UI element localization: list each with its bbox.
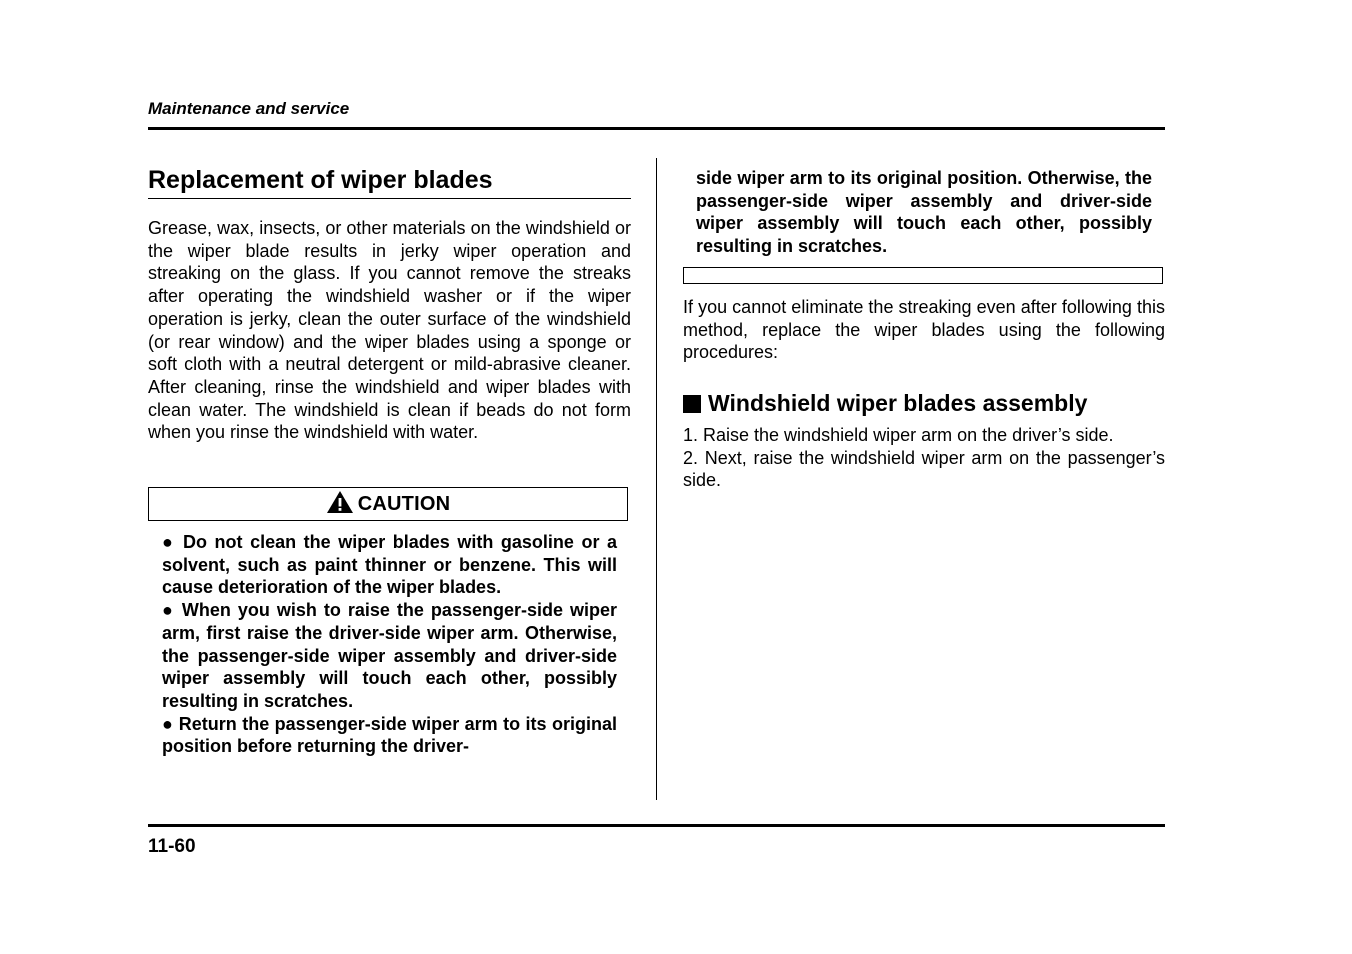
caution-continuation: side wiper arm to its original position. Otherwise, the passenger-side wiper assembly and driver-side wiper assembly will touch each other, possibly resulting in scratches. [696,168,1152,257]
caution-end-box [683,267,1163,284]
black-square-icon [683,395,701,413]
caution-item: ● When you wish to raise the passenger-side wiper arm, first raise the driver-side wiper arm. Otherwise, the passenger-side wiper assembly and driver-side wiper assembly will touch each other, possibly resulting in scratches. [162,600,618,711]
caution-list [162,531,617,758]
caution-item: ● Return the passenger-side wiper arm to its original position before returning the driver- [162,713,618,757]
procedure-steps [683,424,1165,492]
column-divider [656,158,657,800]
header-rule [148,127,1165,130]
intro-paragraph: Grease, wax, insects, or other materials on the windshield or the wiper blade results in jerky wiper operation and streaking on the glass. If you cannot remove the streaks after operating the windshield washer or if the wiper operation is jerky, clean the outer surface of the windshield (or rear window) and the wiper blades using a sponge or soft cloth with a neutral detergent or mild-abrasive cleaner. After cleaning, rinse the windshield and wiper blades with clean water. The windshield is clean if beads do not form when you rinse the windshield with water. [148,218,631,443]
caution-header-box [148,487,628,521]
page-number: 11-60 [148,836,196,857]
procedure-step: 1. Raise the windshield wiper arm on the driver’s side. [683,425,1114,445]
procedure-step: 2. Next, raise the windshield wiper arm on the passenger’s side. [683,447,1165,491]
followup-paragraph: If you cannot eliminate the streaking even after following this method, replace the wiper blades using the following procedures: [683,297,1165,363]
warning-triangle-icon [326,490,354,519]
running-head: Maintenance and service [148,99,350,118]
subsection-title: Windshield wiper blades assembly [683,390,1165,417]
footer-rule [148,824,1165,827]
section-title: Replacement of wiper blades [148,164,631,199]
caution-label: CAUTION [357,492,451,515]
caution-item: ● Do not clean the wiper blades with gasoline or a solvent, such as paint thinner or benzene. This will cause deterioration of the wiper blades. [162,532,618,598]
